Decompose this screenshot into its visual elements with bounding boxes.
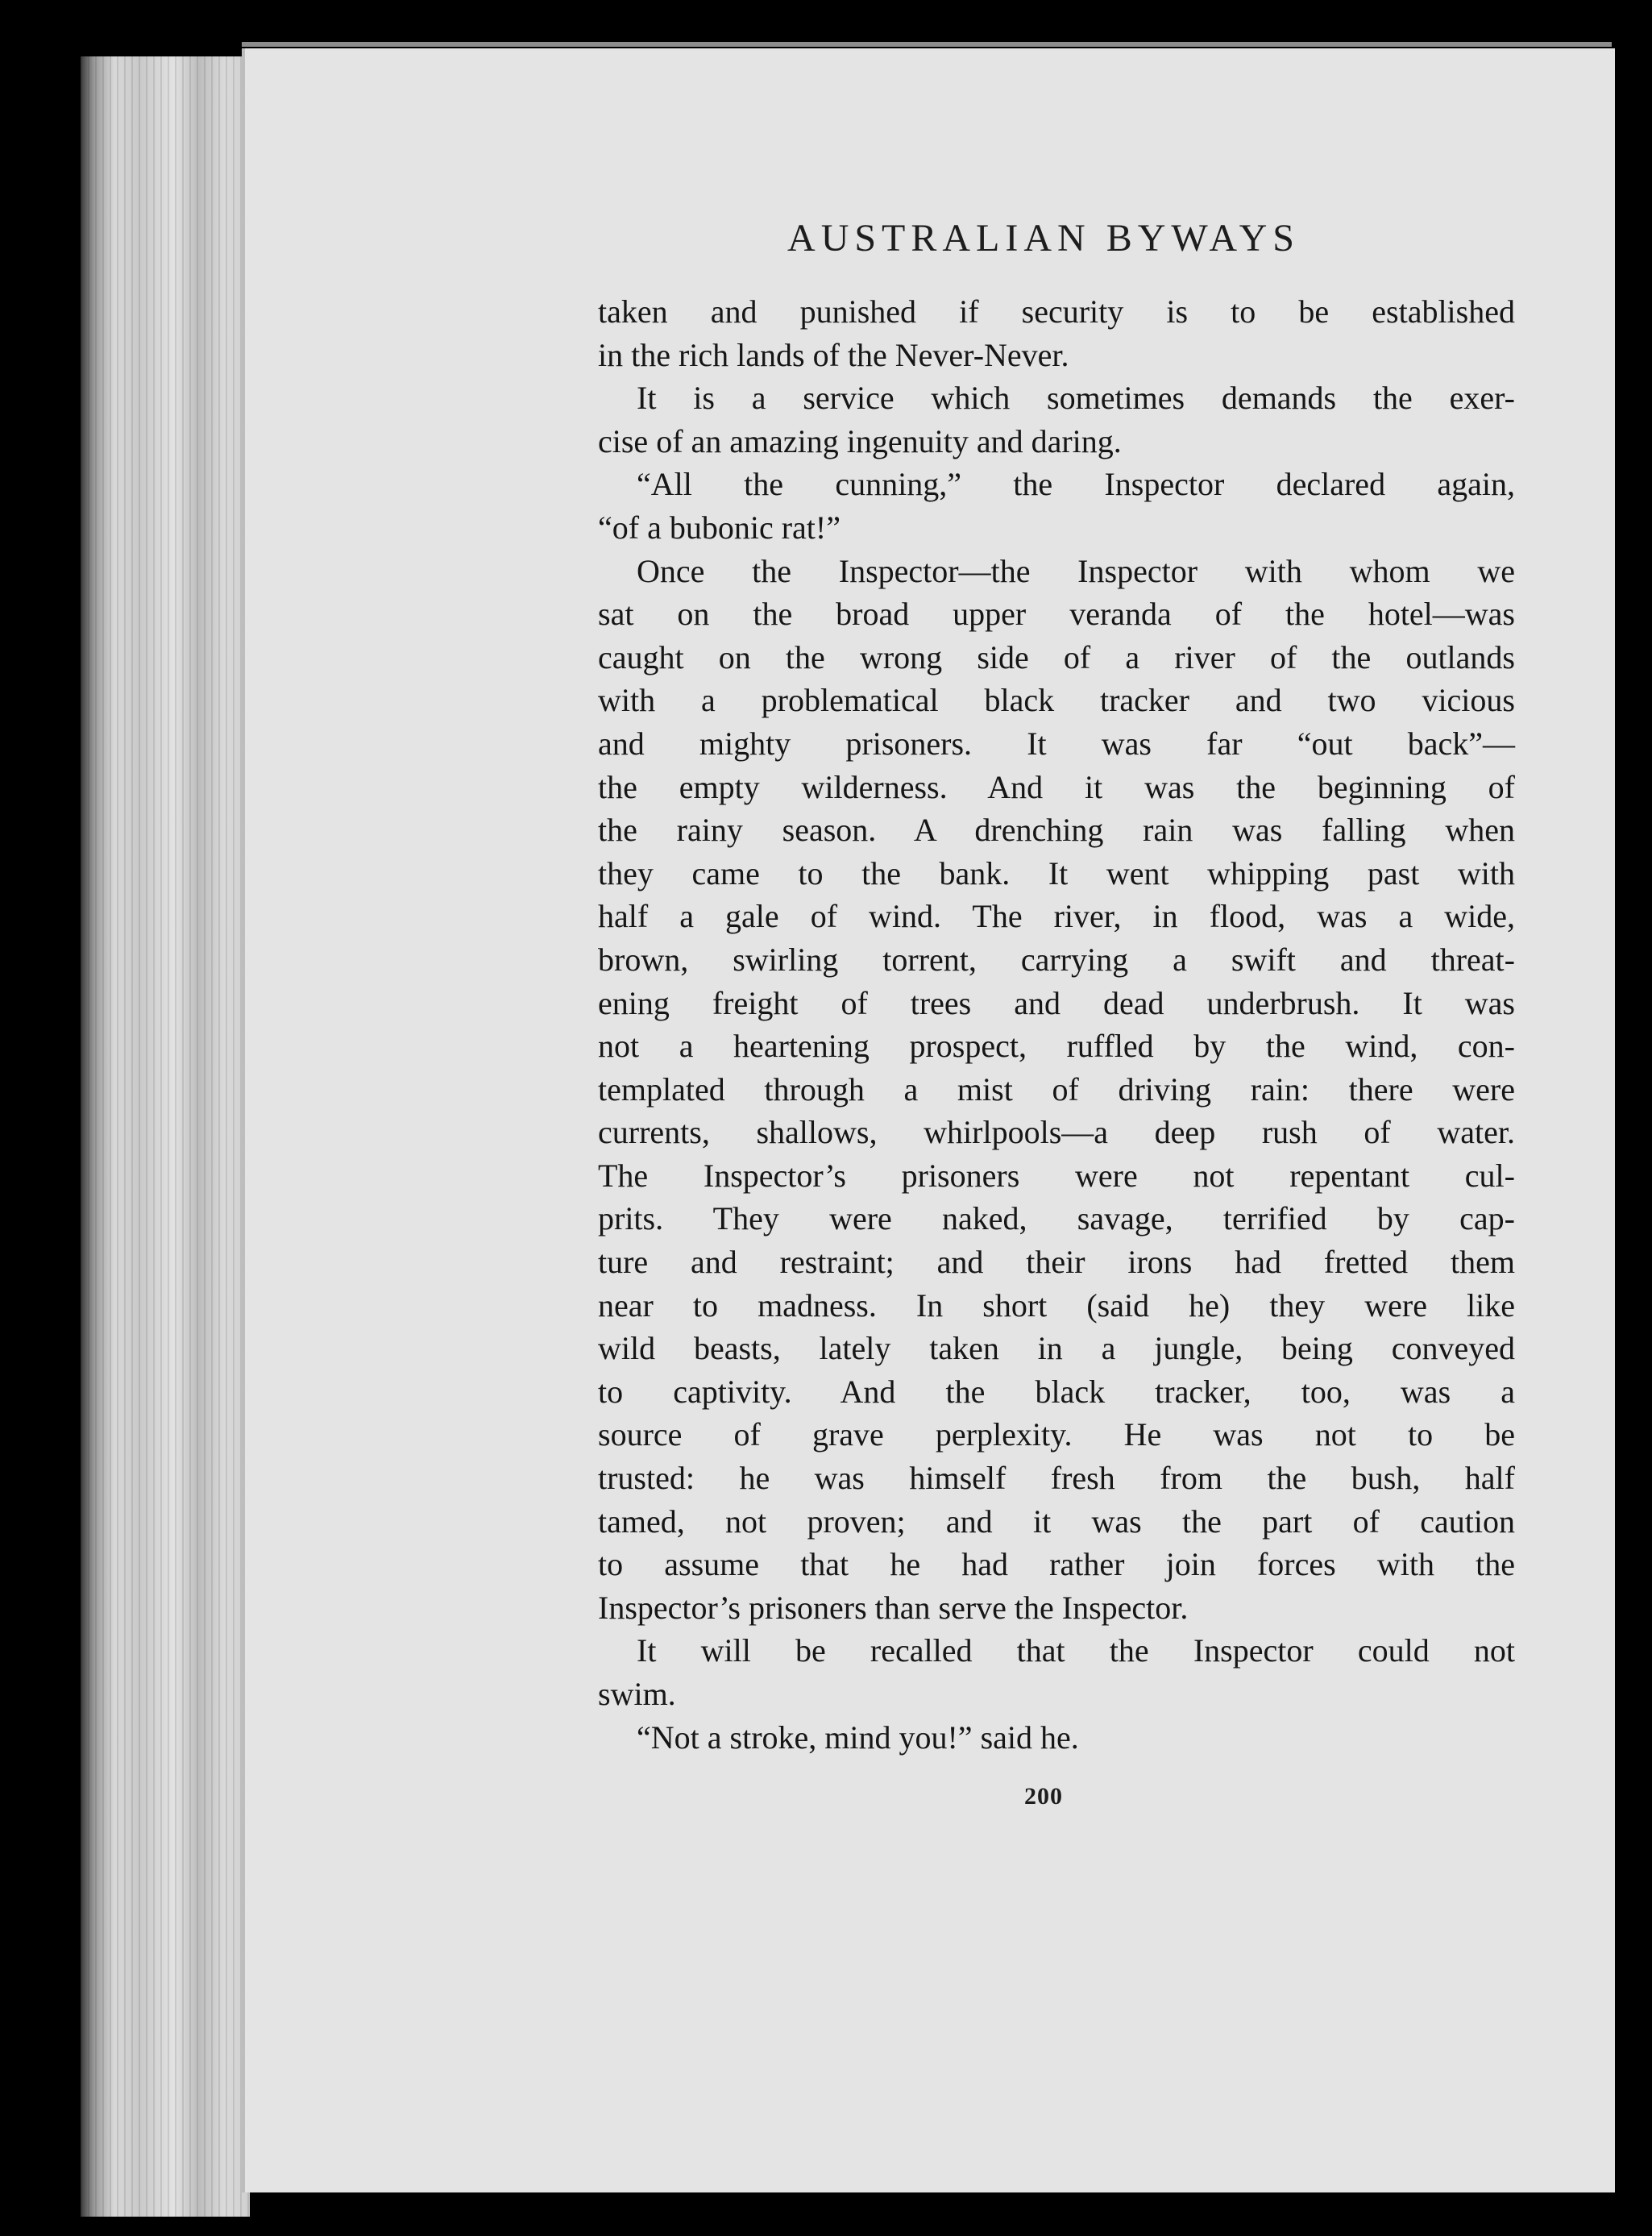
text-line: caught on the wrong side of a river of the outlands xyxy=(598,638,1515,675)
text-line: tamed, not proven; and it was the part of caution xyxy=(598,1502,1515,1540)
text-line: trusted: he was himself fresh from the bush, half xyxy=(598,1460,1515,1497)
text-line: brown, swirling torrent, carrying a swift and threat- xyxy=(598,941,1515,978)
text-line: ening freight of trees and dead underbrush. It was xyxy=(598,984,1515,1021)
text-line: sat on the broad upper veranda of the hotel—was xyxy=(598,596,1515,633)
text-line: currents, shallows, whirlpools—a deep rush of water. xyxy=(598,1114,1515,1151)
text-line: Once the Inspector—the Inspector with whom we xyxy=(637,552,1515,589)
text-line: source of grave perplexity. He was not to be xyxy=(598,1416,1515,1453)
text-line: half a gale of wind. The river, in flood, was a wide, xyxy=(598,898,1515,935)
text-line: Inspector’s prisoners than serve the Inspector. xyxy=(598,1589,1189,1626)
text-line: and mighty prisoners. It was far “out back”— xyxy=(598,725,1515,762)
running-head: AUSTRALIAN BYWAYS xyxy=(787,217,1300,260)
body-text xyxy=(598,290,1515,1759)
text-line: with a problematical black tracker and two vicious xyxy=(598,682,1515,719)
text-line: “All the cunning,” the Inspector declared again, xyxy=(637,466,1515,503)
text-line: templated through a mist of driving rain: there were xyxy=(598,1070,1515,1108)
text-line: the rainy season. A drenching rain was falling when xyxy=(598,812,1515,849)
text-line: “of a bubonic rat!” xyxy=(598,509,841,546)
text-line: swim. xyxy=(598,1676,676,1712)
text-line: It will be recalled that the Inspector could not xyxy=(637,1632,1515,1669)
text-line: they came to the bank. It went whipping past with xyxy=(598,854,1515,891)
text-line: in the rich lands of the Never-Never. xyxy=(598,336,1069,373)
page-number: 200 xyxy=(1024,1783,1063,1810)
text-line: “Not a stroke, mind you!” said he. xyxy=(637,1719,1079,1756)
text-line: taken and punished if security is to be established xyxy=(598,293,1515,330)
page-edge-texture xyxy=(81,56,250,2217)
text-line: to captivity. And the black tracker, too, was a xyxy=(598,1373,1515,1410)
text-line: ture and restraint; and their irons had fretted them xyxy=(598,1244,1515,1281)
text-line: The Inspector’s prisoners were not repentant cul- xyxy=(598,1157,1515,1194)
text-line: wild beasts, lately taken in a jungle, being conveyed xyxy=(598,1330,1515,1367)
text-line: not a heartening prospect, ruffled by the wind, con- xyxy=(598,1028,1515,1065)
text-line: to assume that he had rather join forces with the xyxy=(598,1546,1515,1583)
text-line: the empty wilderness. And it was the beginning of xyxy=(598,768,1515,805)
text-line: It is a service which sometimes demands the exer- xyxy=(637,380,1515,417)
text-line: prits. They were naked, savage, terrified by cap- xyxy=(598,1200,1515,1237)
text-line: cise of an amazing ingenuity and daring. xyxy=(598,422,1122,459)
text-line: near to madness. In short (said he) they were like xyxy=(598,1286,1515,1324)
page-top-edge xyxy=(242,42,1612,47)
